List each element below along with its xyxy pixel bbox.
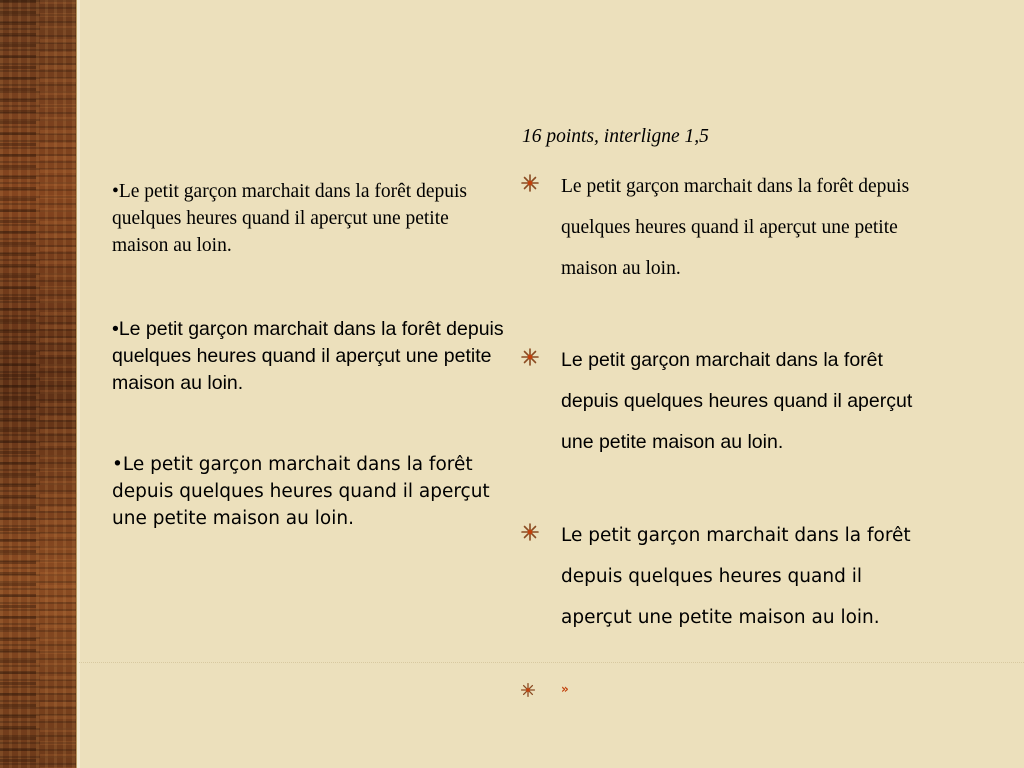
border-divider xyxy=(76,0,80,768)
border-pattern-column-1 xyxy=(0,0,36,768)
right-paragraph-sans: Le petit garçon marchait dans la forêt depuis quelques heures quand il aperçut une petite maison au loin. xyxy=(561,349,913,453)
right-paragraph-serif: Le petit garçon marchait dans la forêt depuis quelques heures quand il aperçut une petite maison au loin. xyxy=(561,176,910,279)
bottom-divider xyxy=(79,662,1024,663)
asterisk-star-bullet-icon xyxy=(520,682,540,702)
right-column-title: 16 points, interligne 1,5 xyxy=(522,126,709,147)
asterisk-star-bullet-icon xyxy=(520,347,540,367)
asterisk-star-bullet-icon xyxy=(520,522,540,542)
asterisk-star-bullet-icon xyxy=(520,173,540,193)
left-paragraph-sans: •Le petit garçon marchait dans la forêt depuis quelques heures quand il aperçut une petite maison au loin. xyxy=(112,318,504,394)
left-paragraph-rounded: •Le petit garçon marchait dans la forêt depuis quelques heures quand il aperçut une petite maison au loin. xyxy=(112,454,490,529)
border-pattern-column-2 xyxy=(40,0,76,768)
right-paragraph-rounded: Le petit garçon marchait dans la forêt depuis quelques heures quand il aperçut une petite maison au loin. xyxy=(561,525,911,628)
left-border-pattern xyxy=(0,0,76,768)
left-paragraph-serif: •Le petit garçon marchait dans la forêt depuis quelques heures quand il aperçut une petite maison au loin. xyxy=(112,181,467,256)
double-arrow-icon: » xyxy=(561,682,567,696)
